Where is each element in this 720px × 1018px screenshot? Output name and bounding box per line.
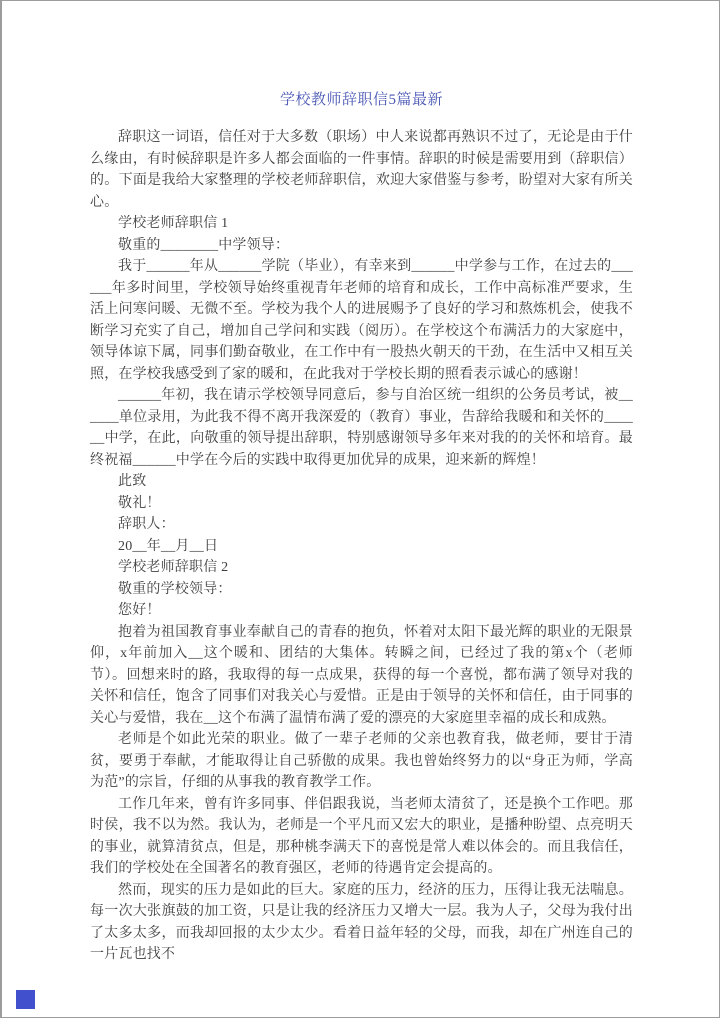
- paragraph-letter-2-body-3: 工作几年来，曾有许多同事、伴侣跟我说，当老师太清贫了，还是换个工作吧。那时侯，我不以为然。我认为，老师是一个平凡而又宏大的职业，是播种盼望、点亮明天的事业，就算清贫点，但是，那种桃李满天下的喜悦是常人难以体会的。而且我信任，我们的学校处在全国著名的教育强区，老师的待遇肯定会提高的。: [90, 796, 633, 876]
- paragraph-letter-1-body-1: 我于______年从______学院（毕业），有幸来到______中学参与工作，在过去的______年多时间里，学校领导始终重视青年老师的培育和成长，工作中高标准严要求，生活上问寒问暖、无微不至。学校为我个人的进展赐予了良好的学习和熬炼机会，使我不断学习充实了自己，增加自己学问和实践（阅历）。在学校这个布满活力的大家庭中，领导体谅下属，同事们勤奋敬业，在工作中有一股热火朝天的干劲，在生活中又相互关照，在学校我感受到了家的暖和，在此我对于学校长期的照看表示诚心的感谢！: [90, 259, 633, 382]
- salutation-letter-2: 敬重的学校领导：: [118, 581, 232, 597]
- greeting-letter-2: 您好！: [118, 603, 161, 618]
- date-line: 20__年__月__日: [118, 538, 219, 554]
- blue-square-badge: [16, 990, 35, 1009]
- document-title: 学校教师辞职信5篇最新: [279, 92, 443, 108]
- paragraph-letter-2-body-4: 然而，现实的压力是如此的巨大。家庭的压力，经济的压力，压得让我无法喘息。每一次大张旗鼓的加工资，只是让我的经济压力又增大一层。我为人子，父母为我付出了太多太多，而我却回报的太少太少。看着日益年轻的父母，而我，却在广州连自己的一片瓦也找不: [90, 882, 633, 962]
- document-body: [90, 127, 633, 966]
- closing-cizhi: 此致: [118, 474, 147, 489]
- paragraph-letter-1-body-2: ______年初，我在请示学校领导同意后，参与自治区统一组织的公务员考试，被______单位录用，为此我不得不离开我深爱的（教育）事业，告辞给我暖和和关怀的______中学，在此，向敬重的领导提出辞职，特别感谢领导多年来对我的的关怀和培育。最终祝福______中学在今后的实践中取得更加优异的成果，迎来新的辉煌！: [90, 388, 633, 468]
- paragraph-intro: 辞职这一词语，信任对于大多数（职场）中人来说都再熟识不过了，无论是由于什么缘由，有时候辞职是许多人都会面临的一件事情。辞职的时候是需要用到（辞职信）的。下面是我给大家整理的学校老师辞职信，欢迎大家借鉴与参考，盼望对大家有所关心。: [90, 130, 633, 210]
- signature-label: 辞职人：: [118, 517, 175, 532]
- section-heading-letter-1: 学校老师辞职信 1: [118, 216, 229, 231]
- section-heading-letter-2: 学校老师辞职信 2: [118, 560, 229, 575]
- paragraph-letter-2-body-1: 抱着为祖国教育事业奉献自己的青春的抱负，怀着对太阳下最光辉的职业的无限景仰，x年前加入__这个暖和、团结的大集体。转瞬之间，已经过了我的第x个（老师节）。回想来时的路，我取得的每一点成果，获得的每一个喜悦，都布满了领导对我的关怀和信任，饱含了同事们对我关心与爱惜。正是由于领导的关怀和信任，由于同事的关心与爱惜，我在__这个布满了温情布满了爱的漂亮的大家庭里幸福的成长和成熟。: [90, 624, 633, 726]
- paragraph-letter-2-body-2: 老师是个如此光荣的职业。做了一辈子老师的父亲也教育我，做老师，要甘于清贫，要勇于奉献，才能取得让自己骄傲的成果。我也曾始终努力的以“身正为师，学高为范”的宗旨，仔细的从事我的教育教学工作。: [90, 732, 633, 790]
- salutation-letter-1: 敬重的________中学领导：: [118, 237, 290, 253]
- closing-jingli: 敬礼！: [118, 495, 161, 511]
